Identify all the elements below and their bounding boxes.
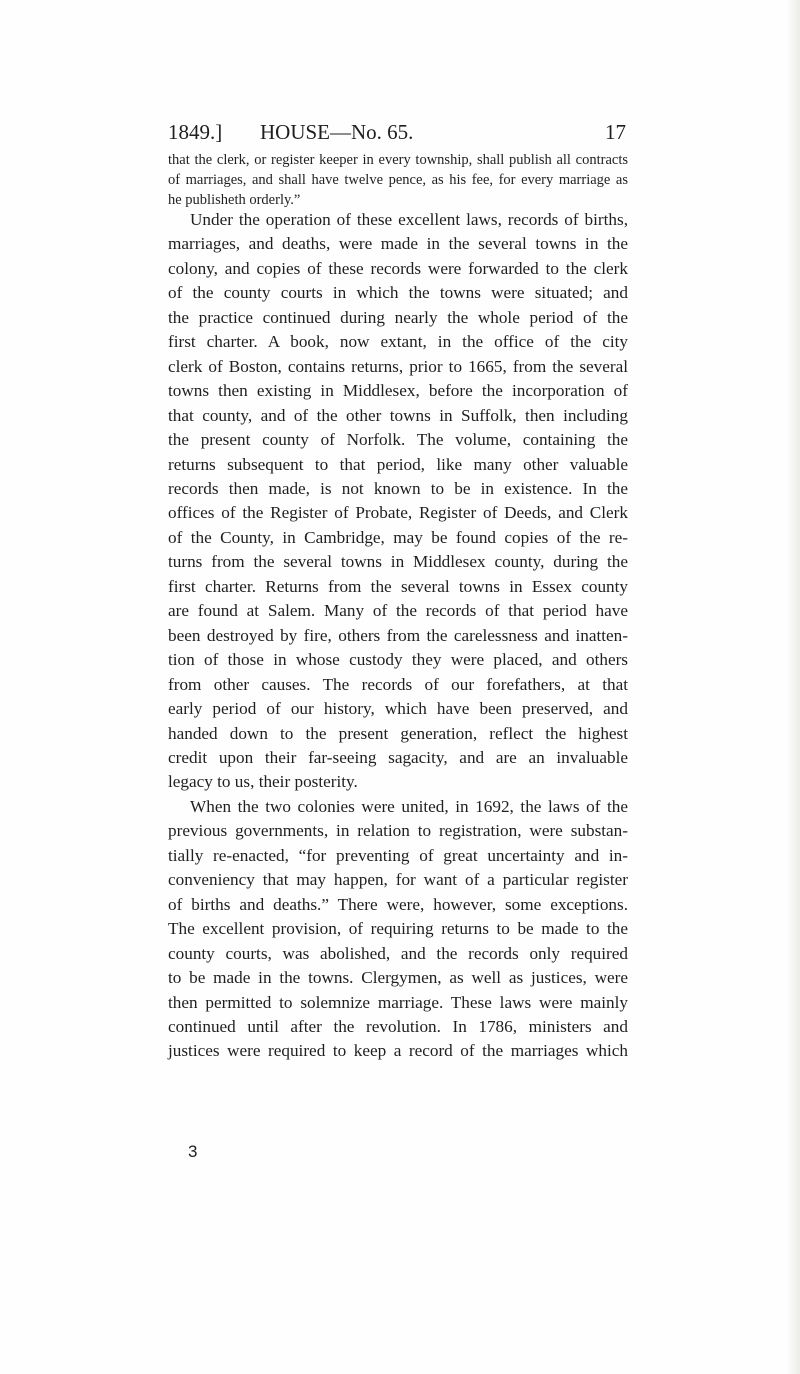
paragraph-1-line: first charter. A book, now extant, in the office of the city <box>168 332 628 352</box>
quote-line: he publisheth orderly.” <box>168 192 301 208</box>
paragraph-1-line: offices of the Register of Probate, Register of Deeds, and Clerk <box>168 503 628 523</box>
running-header <box>168 120 626 150</box>
paragraph-1-line: credit upon their far-seeing sagacity, and are an invaluable <box>168 747 628 767</box>
body-text <box>168 208 628 1064</box>
paragraph-1-line: first charter. Returns from the several towns in Essex county <box>168 576 628 596</box>
paragraph-1-line: clerk of Boston, contains returns, prior to 1665, from the several <box>168 356 628 376</box>
header-title: HOUSE—No. 65. <box>260 120 414 144</box>
paragraph-1-line: been destroyed by fire, others from the carelessness and inatten- <box>168 625 628 645</box>
paragraph-2-line: tially re-enacted, “for preventing of great uncertainty and in- <box>168 845 628 865</box>
paragraph-1-line: legacy to us, their posterity. <box>168 772 358 792</box>
paragraph-1-line: from other causes. The records of our forefathers, at that <box>168 674 628 694</box>
paragraph-1-line: marriages, and deaths, were made in the several towns in the <box>168 234 628 254</box>
paragraph-1-line: records then made, is not known to be in existence. In the <box>168 478 628 498</box>
paragraph-1-line: the present county of Norfolk. The volume, containing the <box>168 430 628 450</box>
paragraph-1-line: are found at Salem. Many of the records of that period have <box>168 601 628 621</box>
paragraph-1-line: handed down to the present generation, reflect the highest <box>168 723 628 743</box>
paragraph-2-line: previous governments, in relation to registration, were substan- <box>168 821 628 841</box>
quoted-passage <box>168 150 628 210</box>
page-number: 17 <box>605 120 626 144</box>
paragraph-2-line: The excellent provision, of requiring returns to be made to the <box>168 919 628 939</box>
paragraph-1-line: early period of our history, which have been preserved, and <box>168 699 628 719</box>
paragraph-1-line: Under the operation of these excellent laws, records of births, <box>190 210 628 229</box>
paragraph-1-line: turns from the several towns in Middlesex county, during the <box>168 552 628 572</box>
paragraph-2-line: then permitted to solemnize marriage. These laws were mainly <box>168 992 628 1012</box>
paragraph-2-line: of births and deaths.” There were, however, some exceptions. <box>168 894 628 914</box>
paragraph-1-line: of the County, in Cambridge, may be found copies of the re- <box>168 527 628 547</box>
paragraph-1-line: towns then existing in Middlesex, before the incorporation of <box>168 381 628 401</box>
paragraph-2-line: continued until after the revolution. In 1786, ministers and <box>168 1016 628 1036</box>
paragraph-1-line: tion of those in whose custody they were placed, and others <box>168 650 628 670</box>
quote-line: that the clerk, or register keeper in every township, shall publish all contracts <box>168 152 628 168</box>
signature-mark: 3 <box>188 1142 198 1161</box>
paragraph-1-line: the practice continued during nearly the whole period of the <box>168 307 628 327</box>
paragraph-2-line: justices were required to keep a record of the marriages which <box>168 1041 628 1061</box>
paragraph-2-line: county courts, was abolished, and the records only required <box>168 943 628 963</box>
paragraph-1-line: returns subsequent to that period, like many other valuable <box>168 454 628 474</box>
paragraph-2-line: When the two colonies were united, in 1692, the laws of the <box>190 796 628 816</box>
quote-line: of marriages, and shall have twelve pence, as his fee, for every marriage as <box>168 172 628 188</box>
header-year: 1849.] <box>168 120 223 144</box>
paragraph-1-line: colony, and copies of these records were forwarded to the clerk <box>168 258 628 278</box>
paragraph-2-line: to be made in the towns. Clergymen, as well as justices, were <box>168 968 628 988</box>
page-edge-shadow <box>786 0 800 1374</box>
paragraph-1-line: that county, and of the other towns in Suffolk, then including <box>168 405 628 425</box>
paragraph-1-line: of the county courts in which the towns were situated; and <box>168 283 628 303</box>
paragraph-2-line: conveniency that may happen, for want of a particular register <box>168 870 628 890</box>
